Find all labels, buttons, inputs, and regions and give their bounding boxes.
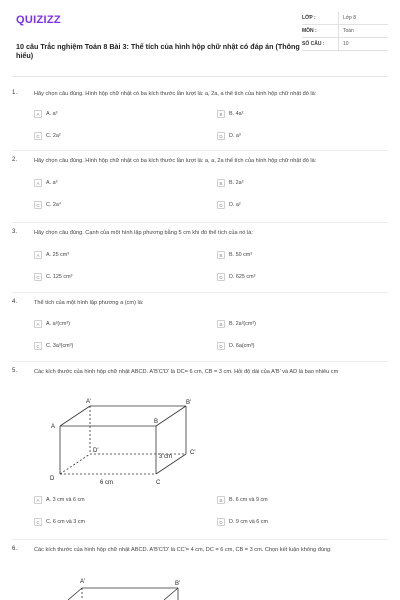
option-text: C. 3a³(cm³) bbox=[46, 343, 74, 349]
option-c[interactable] bbox=[34, 271, 204, 283]
edge-aa1 bbox=[68, 588, 82, 600]
meta-table bbox=[302, 12, 388, 51]
question-number: 6. bbox=[12, 546, 18, 552]
question-divider bbox=[12, 292, 388, 293]
worksheet-header bbox=[12, 12, 388, 70]
label-d: D bbox=[50, 476, 55, 482]
label-b1: B' bbox=[186, 400, 192, 406]
option-letter-box: A bbox=[34, 251, 42, 259]
question-number: 5. bbox=[12, 368, 18, 374]
label-6cm: 6 cm bbox=[100, 480, 114, 486]
option-letter-box: A bbox=[34, 179, 42, 187]
edge-aa1 bbox=[60, 406, 90, 426]
option-letter-box: C bbox=[34, 201, 42, 209]
option-c[interactable] bbox=[34, 516, 204, 528]
option-d[interactable] bbox=[217, 199, 387, 211]
option-letter-box: B bbox=[217, 251, 225, 259]
option-a[interactable] bbox=[34, 318, 204, 330]
edge-bb1 bbox=[164, 588, 178, 600]
meta-row-class bbox=[302, 12, 388, 25]
option-text: B. 4a² bbox=[229, 111, 244, 117]
question-number: 3. bbox=[12, 229, 18, 235]
header-divider bbox=[12, 76, 388, 77]
option-b[interactable] bbox=[217, 108, 387, 120]
label-b1: B' bbox=[175, 581, 181, 587]
option-a[interactable] bbox=[34, 177, 204, 189]
cuboid-figure bbox=[38, 574, 208, 600]
question-divider bbox=[12, 361, 388, 362]
option-letter-box: B bbox=[217, 179, 225, 187]
question-5 bbox=[12, 368, 388, 538]
question-number: 4. bbox=[12, 299, 18, 305]
option-text: C. 125 cm³ bbox=[46, 274, 73, 280]
option-letter-box: A bbox=[34, 320, 42, 328]
option-text: A. 25 cm³ bbox=[46, 252, 70, 258]
label-a1: A' bbox=[86, 399, 92, 405]
option-text: A. 3 cm và 6 cm bbox=[46, 497, 85, 503]
question-text: Hãy chọn câu đúng. Hình hộp chữ nhật có ba kích thước lần lượt là: a, a, 2a thể tích của hình hộp chữ nhật đó là: bbox=[34, 158, 317, 164]
meta-value: Toán bbox=[338, 25, 388, 37]
option-text: C. 6 cm và 3 cm bbox=[46, 519, 85, 525]
question-4 bbox=[12, 299, 388, 359]
option-letter-box: D bbox=[217, 518, 225, 526]
option-d[interactable] bbox=[217, 516, 387, 528]
option-letter-box: C bbox=[34, 132, 42, 140]
edge-bb1 bbox=[156, 406, 186, 426]
quizizz-logo: QUIZIZZ bbox=[16, 14, 61, 26]
option-a[interactable] bbox=[34, 249, 204, 261]
option-letter-box: D bbox=[217, 201, 225, 209]
question-text: Thể tích của một hình lập phương a (cm) là: bbox=[34, 300, 144, 306]
option-letter-box: A bbox=[34, 110, 42, 118]
option-b[interactable] bbox=[217, 249, 387, 261]
label-3cm: 3 cm bbox=[159, 454, 173, 460]
option-text: B. 2a³ bbox=[229, 180, 244, 186]
meta-value: 10 bbox=[338, 38, 388, 50]
option-text: A. a³ bbox=[46, 111, 58, 117]
option-b[interactable] bbox=[217, 318, 387, 330]
meta-value: Lớp 8 bbox=[338, 12, 388, 24]
option-c[interactable] bbox=[34, 340, 204, 352]
meta-row-subject bbox=[302, 25, 388, 38]
option-letter-box: C bbox=[34, 342, 42, 350]
question-6 bbox=[12, 546, 388, 600]
question-2 bbox=[12, 157, 388, 217]
option-letter-box: A bbox=[34, 496, 42, 504]
label-a1: A' bbox=[80, 579, 86, 585]
meta-row-count bbox=[302, 38, 388, 51]
option-d[interactable] bbox=[217, 130, 387, 142]
option-text: D. a³ bbox=[229, 133, 241, 139]
question-divider bbox=[12, 222, 388, 223]
option-text: C. 2a² bbox=[46, 133, 61, 139]
question-text: Hãy chọn câu đúng. Cạnh của một hình lập phương bằng 5 cm khi đó thể tích của nó là: bbox=[34, 230, 253, 236]
option-text: D. 625 cm³ bbox=[229, 274, 256, 280]
option-d[interactable] bbox=[217, 271, 387, 283]
label-b: B bbox=[154, 419, 159, 425]
option-text: B. 2a³(cm³) bbox=[229, 321, 256, 327]
option-text: D. a² bbox=[229, 202, 241, 208]
question-number: 2. bbox=[12, 157, 18, 163]
question-1 bbox=[12, 90, 388, 150]
question-text: Hãy chọn câu đúng. Hình hộp chữ nhật có ba kích thước lần lượt là: a, 2a, a thể tích của hình hộp chữ nhật đó là: bbox=[34, 91, 317, 97]
option-letter-box: C bbox=[34, 518, 42, 526]
option-letter-box: B bbox=[217, 496, 225, 504]
option-text: D. 9 cm và 6 cm bbox=[229, 519, 268, 525]
meta-label: MÔN : bbox=[302, 28, 317, 34]
option-text: C. 2a⁴ bbox=[46, 202, 62, 208]
option-text: A. a³ bbox=[46, 180, 58, 186]
option-letter-box: B bbox=[217, 320, 225, 328]
question-number: 1. bbox=[12, 90, 18, 96]
cuboid-figure bbox=[38, 396, 208, 486]
meta-label: LỚP : bbox=[302, 15, 316, 21]
option-letter-box: B bbox=[217, 110, 225, 118]
worksheet-title: 10 câu Trắc nghiệm Toán 8 Bài 3: Thể tích của hình hộp chữ nhật có đáp án (Thông hiểu) bbox=[16, 42, 300, 60]
meta-label: SỐ CÂU : bbox=[302, 41, 325, 47]
label-a: A bbox=[51, 424, 56, 430]
option-b[interactable] bbox=[217, 494, 387, 506]
label-c: C bbox=[156, 480, 161, 486]
option-c[interactable] bbox=[34, 130, 204, 142]
option-letter-box: D bbox=[217, 342, 225, 350]
question-3 bbox=[12, 229, 388, 289]
option-text: B. 50 cm³ bbox=[229, 252, 253, 258]
option-letter-box: C bbox=[34, 273, 42, 281]
question-text: Các kích thước của hình hộp chữ nhật ABCD. A'B'C'D' là DC= 6 cm, CB = 3 cm. Hỏi độ dài của A'B' và AD là bao nhiêu cm bbox=[34, 369, 339, 375]
option-b[interactable] bbox=[217, 177, 387, 189]
option-text: B. 6 cm và 9 cm bbox=[229, 497, 268, 503]
option-a[interactable] bbox=[34, 108, 204, 120]
option-d[interactable] bbox=[217, 340, 387, 352]
question-divider bbox=[12, 150, 388, 151]
option-letter-box: D bbox=[217, 273, 225, 281]
label-c1: C' bbox=[190, 450, 196, 456]
edge-dd1 bbox=[60, 454, 90, 474]
option-letter-box: D bbox=[217, 132, 225, 140]
label-d1: D' bbox=[93, 448, 99, 454]
option-text: A. a³(cm³) bbox=[46, 321, 70, 327]
option-a[interactable] bbox=[34, 494, 204, 506]
option-text: D. 6a(cm³) bbox=[229, 343, 255, 349]
question-text: Các kích thước của hình hộp chữ nhật ABCD. A'B'C'D' là CC'= 4 cm, DC = 6 cm, CB = 3 cm. Chọn kết luận không đúng: bbox=[34, 547, 332, 553]
option-c[interactable] bbox=[34, 199, 204, 211]
question-divider bbox=[12, 539, 388, 540]
